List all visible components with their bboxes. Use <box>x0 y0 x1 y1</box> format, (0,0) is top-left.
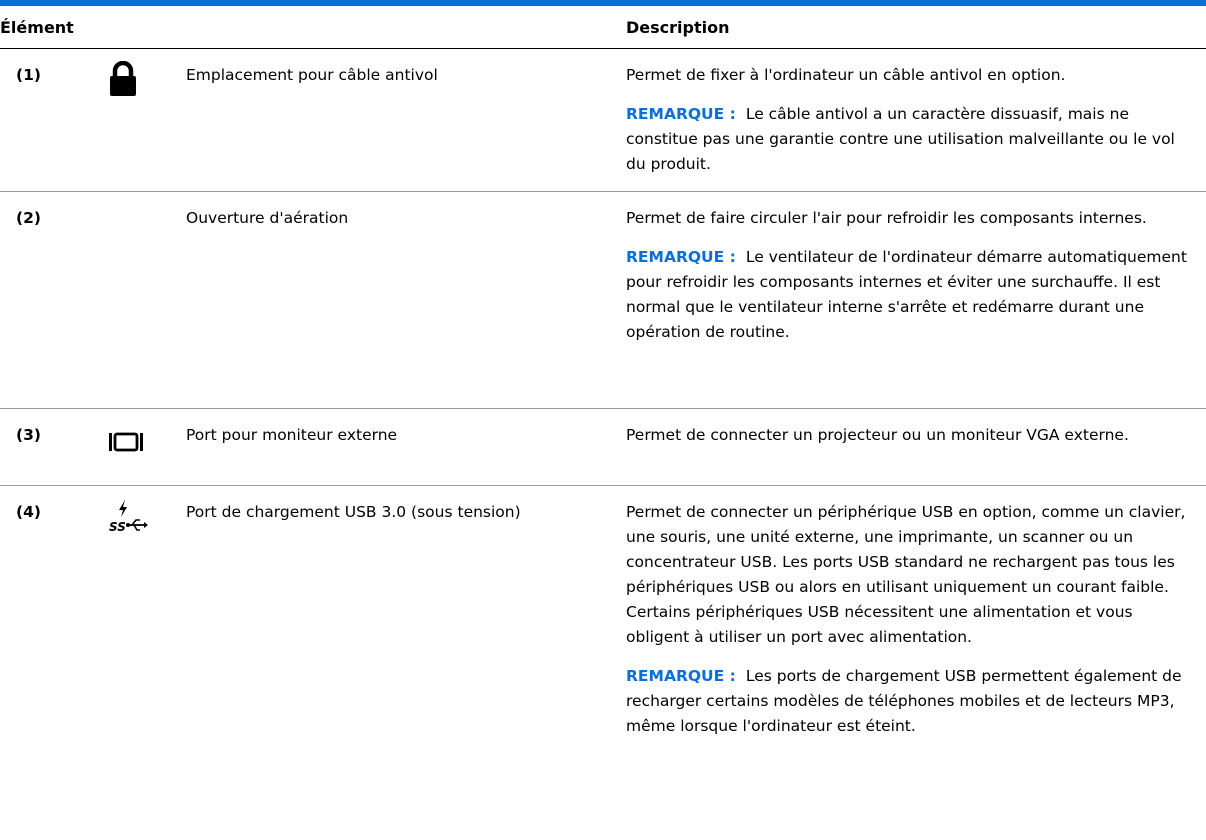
lock-icon <box>108 61 186 97</box>
item-description: Permet de faire circuler l'air pour refroidir les composants internes. <box>626 209 1147 227</box>
item-name: Port de chargement USB 3.0 (sous tension) <box>186 503 521 521</box>
note-text: Le ventilateur de l'ordinateur démarre automatiquement pour refroidir les composants internes et éviter une surchauffe. Il est normal que le ventilateur interne s'arrête et redémarre durant une opération de routine. <box>626 248 1187 341</box>
item-number: (1) <box>0 49 96 192</box>
external-monitor-icon <box>108 431 186 453</box>
table-row <box>0 409 1206 486</box>
note-label: REMARQUE : <box>626 667 736 685</box>
item-number: (3) <box>0 409 96 486</box>
svg-text:SS: SS <box>109 520 126 534</box>
note <box>626 664 1188 739</box>
table-row <box>0 192 1206 409</box>
item-number: (4) <box>16 503 41 521</box>
note <box>626 245 1188 345</box>
item-name: Ouverture d'aération <box>186 192 626 409</box>
table-header-row <box>0 6 1206 49</box>
table-row <box>0 49 1206 192</box>
usb-3-charging-icon <box>108 498 186 534</box>
item-description: Permet de connecter un projecteur ou un moniteur VGA externe. <box>626 426 1129 444</box>
header-element: Élément <box>0 6 626 49</box>
item-description: Permet de connecter un périphérique USB en option, comme un clavier, une souris, une unité externe, une imprimante, un scanner ou un concentrateur USB. Les ports USB standard ne rechargent pas tous les périphériques USB ou alors en utilisant uniquement un courant faible. Certains périphériques USB nécessitent une alimentation et vous obligent à utiliser un port avec alimentation. <box>626 503 1186 646</box>
table-row <box>0 486 1206 754</box>
item-name: Emplacement pour câble antivol <box>186 49 626 192</box>
note-label: REMARQUE : <box>626 248 736 266</box>
item-description: Permet de fixer à l'ordinateur un câble antivol en option. <box>626 66 1066 84</box>
header-description: Description <box>626 6 1206 49</box>
item-number: (2) <box>0 192 96 409</box>
note-text: Les ports de chargement USB permettent également de recharger certains modèles de téléphones mobiles et de lecteurs MP3, même lorsque l'ordinateur est éteint. <box>626 667 1182 735</box>
item-name: Port pour moniteur externe <box>186 409 626 486</box>
note-text: Le câble antivol a un caractère dissuasif, mais ne constitue pas une garantie contre une utilisation malveillante ou le vol du produit. <box>626 105 1175 173</box>
component-table <box>0 6 1206 753</box>
note-label: REMARQUE : <box>626 105 736 123</box>
note <box>626 102 1188 177</box>
